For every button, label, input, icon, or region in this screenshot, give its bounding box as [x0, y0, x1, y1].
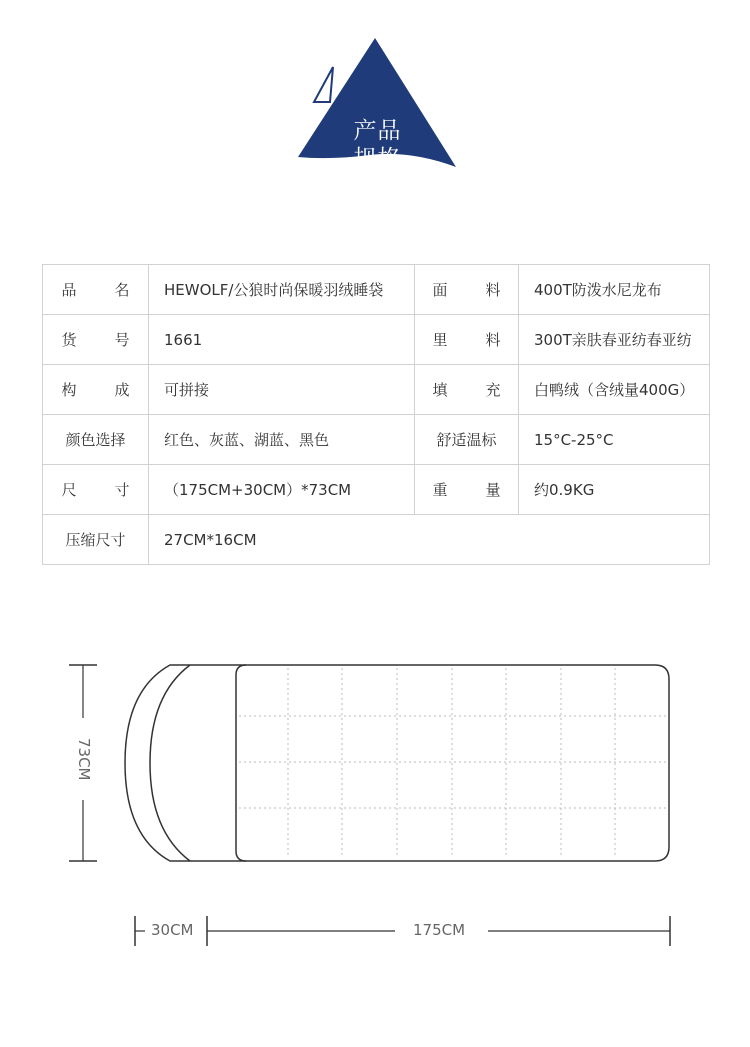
spec-label: 货号 — [43, 315, 149, 365]
table-row — [43, 515, 710, 565]
spec-label: 颜色选择 — [43, 415, 149, 465]
spec-label: 里料 — [415, 315, 519, 365]
spec-table — [42, 264, 710, 565]
hood-width-label: 30CM — [151, 921, 194, 939]
spec-label: 填充 — [415, 365, 519, 415]
spec-label: 尺寸 — [43, 465, 149, 515]
table-row — [43, 315, 710, 365]
spec-value: 27CM*16CM — [149, 515, 710, 565]
table-row — [43, 465, 710, 515]
table-row — [43, 415, 710, 465]
spec-label: 舒适温标 — [415, 415, 519, 465]
spec-value: HEWOLF/公狼时尚保暖羽绒睡袋 — [149, 265, 415, 315]
spec-label: 重量 — [415, 465, 519, 515]
logo-title-line1: 产品 — [353, 118, 402, 144]
spec-value: 1661 — [149, 315, 415, 365]
body-length-label: 175CM — [413, 921, 466, 939]
spec-value: 约0.9KG — [519, 465, 710, 515]
sleeping-bag-icon — [0, 640, 750, 970]
spec-value: 300T亲肤春亚纺春亚纺 — [519, 315, 710, 365]
table-row — [43, 365, 710, 415]
spec-value: 400T防泼水尼龙布 — [519, 265, 710, 315]
spec-value: 可拼接 — [149, 365, 415, 415]
height-label: 73CM — [75, 738, 93, 781]
spec-label: 品名 — [43, 265, 149, 315]
spec-label: 压缩尺寸 — [43, 515, 149, 565]
spec-logo — [290, 30, 465, 180]
spec-label: 构成 — [43, 365, 149, 415]
spec-value: （175CM+30CM）*73CM — [149, 465, 415, 515]
table-row — [43, 265, 710, 315]
spec-label: 面料 — [415, 265, 519, 315]
spec-value: 15°C-25°C — [519, 415, 710, 465]
spec-value: 红色、灰蓝、湖蓝、黑色 — [149, 415, 415, 465]
spec-value: 白鸭绒（含绒量400G） — [519, 365, 710, 415]
size-diagram — [0, 640, 750, 970]
logo-title-line2: 规格 — [353, 146, 402, 172]
